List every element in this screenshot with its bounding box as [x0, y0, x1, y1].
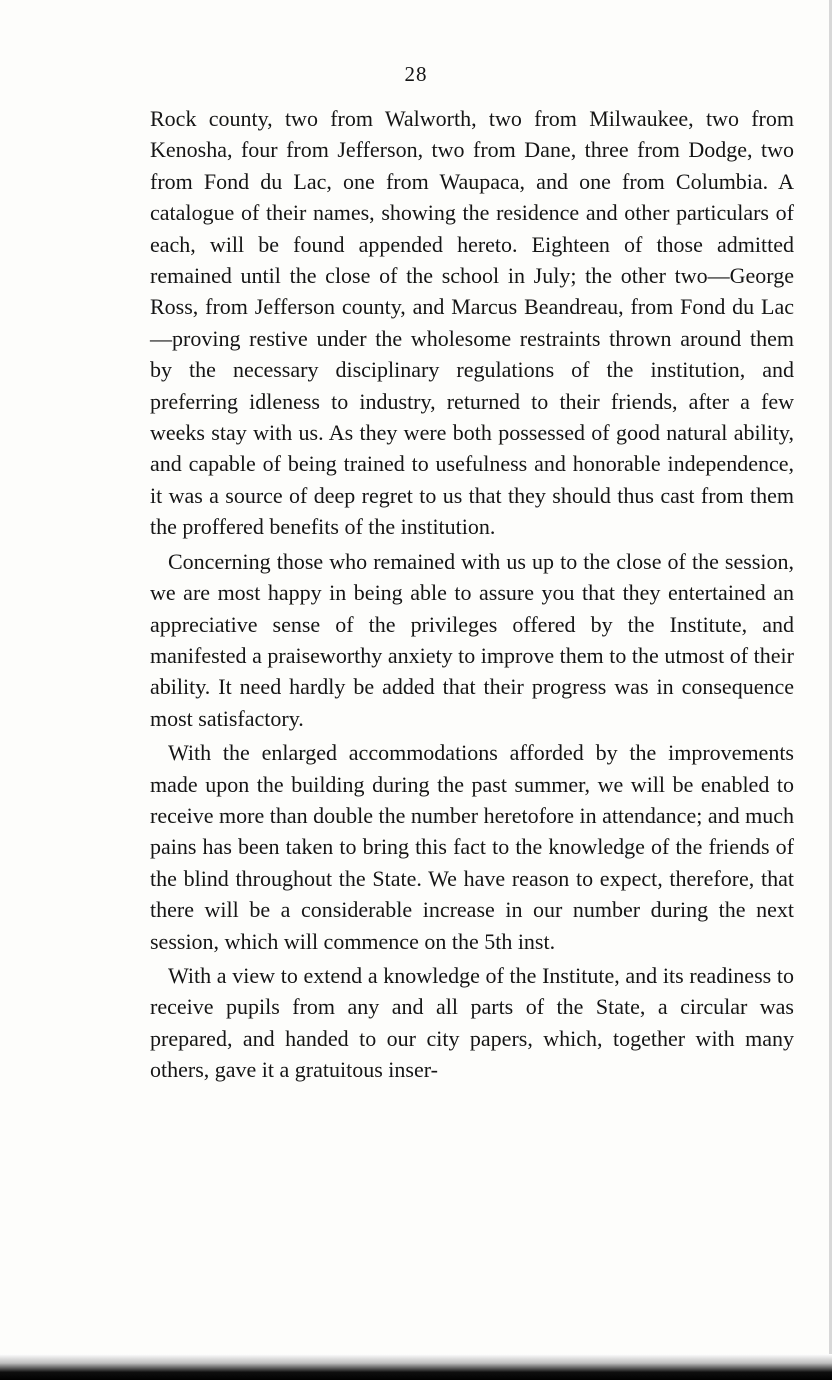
paragraph-continued: Rock county, two from Walworth, two from Milwaukee, two from Kenosha, four from Jefferson, two from Dane, three from Dodge, two from Fond du Lac, one from Waupaca, and one from Columbia. A catalogue of their names, showing the residence and other particulars of each, will be found appended hereto. Eighteen of those admitted remained until the close of the school in July; the other two—George Ross, from Jefferson county, and Marcus Beandreau, from Fond du Lac —proving restive under the wholesome restraints thrown around them by the necessary disciplinary regulations of the institution, and preferring idleness to industry, returned to their friends, after a few weeks stay with us. As they were both possessed of good natural ability, and capable of being trained to usefulness and honorable independence, it was a source of deep regret to us that they should thus cast from them the proffered benefits of the institution.: [150, 106, 794, 540]
scan-bottom-shadow: [0, 1354, 832, 1380]
page-number: 28: [404, 62, 428, 86]
paragraph-circular: With a view to extend a knowledge of the Institute, and its readiness to receive pupils from any and all parts of the State, a circular was prepared, and handed to our city papers, which, together with many others, gave it a gratuitous inser-: [150, 962, 794, 1083]
body-text: [150, 103, 794, 1089]
paragraph-accommodations: With the enlarged accommodations afforded by the improvements made upon the building during the past summer, we will be enabled to receive more than double the number heretofore in attendance; and much pains has been taken to bring this fact to the knowledge of the friends of the blind throughout the State. We have reason to expect, therefore, that there will be a considerable increase in our number during the next session, which will commence on the 5th inst.: [150, 740, 794, 954]
paragraph-session-progress: Concerning those who remained with us up to the close of the session, we are most happy in being able to assure you that they entertained an appreciative sense of the privileges offered by the Institute, and manifested a praiseworthy anxiety to improve them to the utmost of their ability. It need hardly be added that their progress was in consequence most satisfactory.: [150, 548, 794, 731]
